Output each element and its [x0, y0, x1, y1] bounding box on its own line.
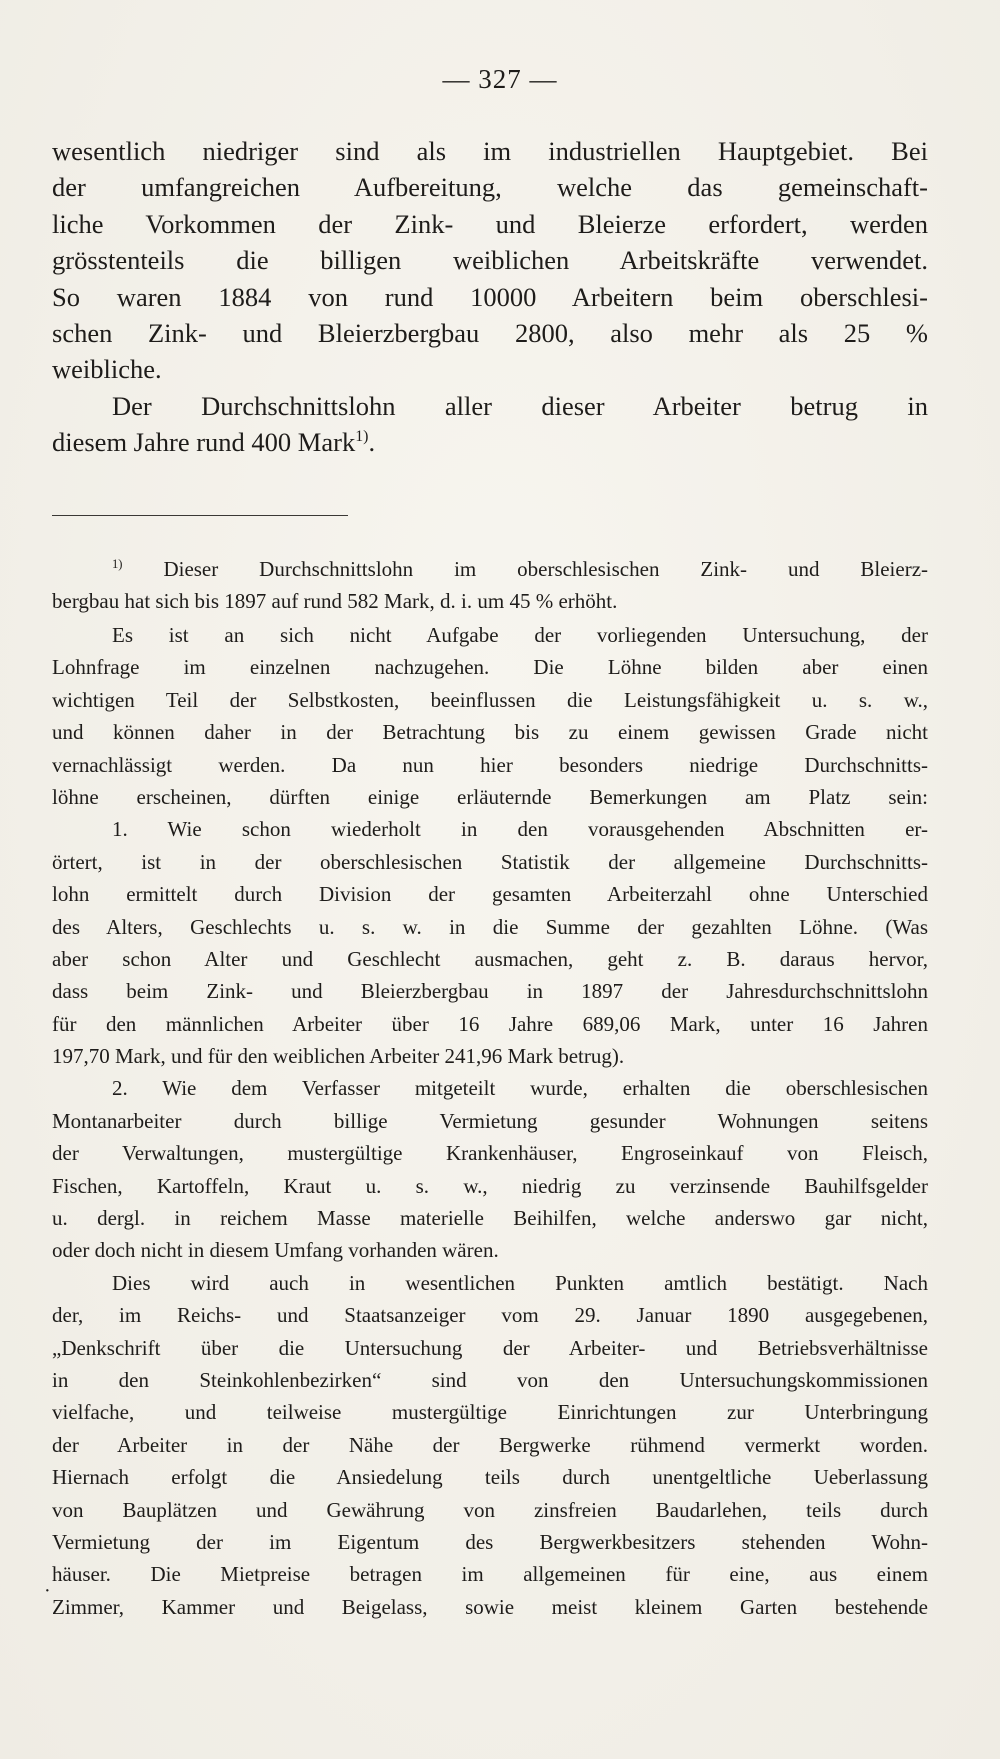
text-line: schen Zink- und Bleierzbergbau 2800, also mehr als 25 %: [52, 317, 928, 348]
note-line: der Verwaltungen, mustergültige Krankenhäuser, Engroseinkauf von Fleisch,: [52, 1141, 928, 1166]
text-line: wesentlich niedriger sind als im industriellen Hauptgebiet. Bei: [52, 136, 928, 166]
page-number: — 327 —: [442, 64, 558, 94]
note-line: der, im Reichs- und Staatsanzeiger vom 29. Januar 1890 ausgegebenen,: [52, 1303, 928, 1328]
footnote-line: bergbau hat sich bis 1897 auf rund 582 Mark, d. i. um 45 % erhöht.: [52, 589, 618, 614]
footnote-reference: 1): [355, 428, 369, 446]
note-line: dass beim Zink- und Bleierzbergbau in 1897 der Jahresdurchschnittslohn: [52, 979, 928, 1004]
text-line: So waren 1884 von rund 10000 Arbeitern beim oberschlesi-: [52, 281, 928, 312]
note-line: 197,70 Mark, und für den weiblichen Arbeiter 241,96 Mark betrug).: [52, 1044, 625, 1069]
text-line-with-footnote-ref: diesem Jahre rund 400 Mark$^{1)}$.: [52, 427, 376, 458]
note-line: Hiernach erfolgt die Ansiedelung teils durch unentgeltliche Ueberlassung: [52, 1465, 928, 1490]
note-line: u. dergl. in reichem Masse materielle Beihilfen, welche anderswo gar nicht,: [52, 1206, 928, 1231]
note-line: Dies wird auch in wesentlichen Punkten amtlich bestätigt. Nach: [112, 1270, 928, 1295]
text-line: diesem Jahre rund 400 Mark: [52, 427, 356, 458]
text-line: Der Durchschnittslohn aller dieser Arbeiter betrug in: [112, 390, 928, 421]
margin-mark: ·: [44, 1580, 51, 1602]
text-line: weibliche.: [52, 354, 162, 385]
note-line: löhne erscheinen, dürften einige erläuternde Bemerkungen am Platz sein:: [52, 784, 928, 809]
note-line: Fischen, Kartoffeln, Kraut u. s. w., niedrig zu verzinsende Bauhilfsgelder: [52, 1173, 928, 1198]
note-line: wichtigen Teil der Selbstkosten, beeinflussen die Leistungsfähigkeit u. s. w.,: [52, 687, 928, 712]
note-line: vernachlässigt werden. Da nun hier besonders niedrige Durchschnitts-: [52, 752, 928, 777]
note-line: häuser. Die Mietpreise betragen im allgemeinen für eine, aus einem: [52, 1562, 928, 1587]
notes-text: [52, 619, 928, 1623]
note-line: von Bauplätzen und Gewährung von zinsfreien Baudarlehen, teils durch: [52, 1497, 928, 1522]
note-line: „Denkschrift über die Untersuchung der Arbeiter- und Betriebsverhältnisse: [52, 1335, 928, 1360]
note-line: vielfache, und teilweise mustergültige Einrichtungen zur Unterbringung: [52, 1400, 928, 1425]
note-line: in den Steinkohlenbezirken“ sind von den Untersuchungskommissionen: [52, 1367, 928, 1392]
note-line: Lohnfrage im einzelnen nachzugehen. Die Löhne bilden aber einen: [52, 655, 928, 680]
note-line: für den männlichen Arbeiter über 16 Jahre 689,06 Mark, unter 16 Jahren: [52, 1011, 928, 1036]
text-line: grösstenteils die billigen weiblichen Arbeitskräfte verwendet.: [52, 245, 928, 276]
note-line: Es ist an sich nicht Aufgabe der vorliegenden Untersuchung, der: [112, 623, 928, 647]
note-line: Montanarbeiter durch billige Vermietung gesunder Wohnungen seitens: [52, 1108, 928, 1133]
text-line: der umfangreichen Aufbereitung, welche das gemeinschaft-: [52, 172, 928, 203]
note-line: lohn ermittelt durch Division der gesamten Arbeiterzahl ohne Unterschied: [52, 882, 928, 907]
note-line: 1. Wie schon wiederholt in den vorausgehenden Abschnitten er-: [112, 817, 928, 842]
footnote-text: Dieser Durchschnittslohn im oberschlesischen Zink- und Bleierz-: [163, 557, 928, 581]
note-line: örtert, ist in der oberschlesischen Statistik der allgemeine Durchschnitts-: [52, 849, 928, 874]
note-line: 2. Wie dem Verfasser mitgeteilt wurde, erhalten die oberschlesischen: [112, 1076, 928, 1101]
footnote-marker: 1): [112, 557, 123, 571]
note-line: aber schon Alter und Geschlecht ausmachen, geht z. B. daraus hervor,: [52, 946, 928, 971]
note-line: oder doch nicht in diesem Umfang vorhanden wären.: [52, 1238, 499, 1263]
note-line: Zimmer, Kammer und Beigelass, sowie meist kleinem Garten bestehende: [52, 1594, 928, 1619]
main-text: [52, 133, 928, 461]
note-line: und können daher in der Betrachtung bis zu einem gewissen Grade nicht: [52, 720, 928, 745]
footnote: [52, 553, 928, 618]
footnote-line: [52, 553, 928, 585]
note-line: des Alters, Geschlechts u. s. w. in die Summe der gezahlten Löhne. (Was: [52, 914, 928, 939]
footnote-rule: [52, 515, 348, 516]
note-line: Vermietung der im Eigentum des Bergwerkbesitzers stehenden Wohn-: [52, 1529, 928, 1554]
note-line: der Arbeiter in der Nähe der Bergwerke rühmend vermerkt worden.: [52, 1432, 928, 1457]
text-line: liche Vorkommen der Zink- und Bleierze erfordert, werden: [52, 208, 928, 239]
